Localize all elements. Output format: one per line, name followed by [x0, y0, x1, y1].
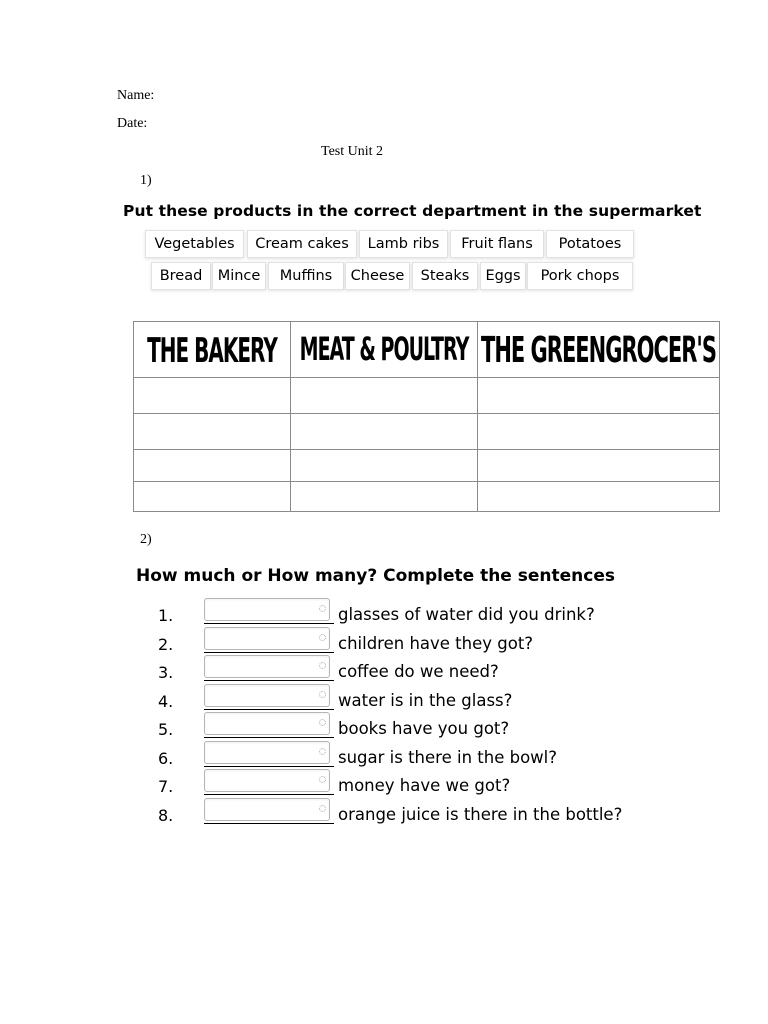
greengrocer-cell[interactable] — [478, 378, 720, 414]
question-number: 1. — [158, 606, 174, 625]
question-number: 5. — [158, 720, 174, 739]
exercise-2-instruction-text: How much or How many? Complete the sentences — [136, 566, 615, 586]
question-number: 2. — [158, 635, 174, 654]
meat-cell[interactable] — [291, 414, 478, 450]
word-card: Fruit flans — [450, 230, 544, 258]
input-handle-icon — [319, 748, 326, 755]
meat-cell[interactable] — [291, 378, 478, 414]
exercise-1-number: 1) — [140, 173, 152, 188]
greengrocer-cell[interactable] — [478, 450, 720, 482]
date-label: Date: — [117, 116, 148, 131]
question-number: 4. — [158, 692, 174, 711]
word-card: Lamb ribs — [359, 230, 448, 258]
word-card: Eggs — [480, 262, 526, 290]
word-card: Cream cakes — [247, 230, 357, 258]
input-handle-icon — [319, 605, 326, 612]
bakery-cell[interactable] — [134, 450, 291, 482]
answer-input[interactable] — [204, 684, 330, 707]
answer-line — [204, 737, 334, 738]
question-text: glasses of water did you drink? — [338, 605, 595, 624]
answer-input[interactable] — [204, 598, 330, 621]
answer-line — [204, 680, 334, 681]
meat-cell[interactable] — [291, 450, 478, 482]
exercise-2-number: 2) — [140, 532, 152, 547]
answer-line — [204, 652, 334, 653]
question-text: water is in the glass? — [338, 691, 513, 710]
question-text: coffee do we need? — [338, 662, 499, 681]
word-card: Cheese — [345, 262, 410, 290]
department-table — [133, 321, 720, 512]
answer-input[interactable] — [204, 741, 330, 764]
bakery-cell[interactable] — [134, 414, 291, 450]
input-handle-icon — [319, 719, 326, 726]
bakery-header-cell — [134, 322, 291, 378]
greengrocer-header-cell — [478, 322, 720, 378]
exercise-1-instruction: Put these products in the correct department in the supermarket — [123, 202, 702, 220]
answer-input[interactable] — [204, 769, 330, 792]
answer-input[interactable] — [204, 712, 330, 735]
bakery-cell[interactable] — [134, 378, 291, 414]
answer-input[interactable] — [204, 798, 330, 821]
input-handle-icon — [319, 776, 326, 783]
input-handle-icon — [319, 691, 326, 698]
answer-line — [204, 794, 334, 795]
greengrocer-cell[interactable] — [478, 482, 720, 512]
greengrocer-cell[interactable] — [478, 414, 720, 450]
meat-cell[interactable] — [291, 482, 478, 512]
input-handle-icon — [319, 662, 326, 669]
answer-line — [204, 623, 334, 624]
word-card: Bread — [151, 262, 211, 290]
question-text: children have they got? — [338, 634, 534, 653]
answer-line — [204, 766, 334, 767]
answer-input[interactable] — [204, 655, 330, 678]
question-text: sugar is there in the bowl? — [338, 748, 558, 767]
input-handle-icon — [319, 634, 326, 641]
question-number: 8. — [158, 806, 174, 825]
greengrocer-heading: THE GREENGROCER'S — [481, 329, 716, 370]
word-card: Mince — [212, 262, 266, 290]
question-text: orange juice is there in the bottle? — [338, 805, 623, 824]
word-card: Vegetables — [145, 230, 244, 258]
word-card: Pork chops — [527, 262, 633, 290]
bakery-cell[interactable] — [134, 482, 291, 512]
answer-line — [204, 709, 334, 710]
bakery-heading: THE BAKERY — [147, 329, 277, 370]
question-number: 3. — [158, 663, 174, 682]
name-label: Name: — [117, 88, 155, 103]
answer-line — [204, 823, 334, 824]
exercise-2-instruction — [136, 566, 615, 586]
question-text: books have you got? — [338, 719, 510, 738]
question-number: 7. — [158, 777, 174, 796]
word-card: Potatoes — [546, 230, 634, 258]
input-handle-icon — [319, 805, 326, 812]
test-title: Test Unit 2 — [321, 144, 384, 159]
meat-poultry-heading: MEAT & POULTRY — [299, 330, 469, 369]
answer-input[interactable] — [204, 627, 330, 650]
question-number: 6. — [158, 749, 174, 768]
word-card: Muffins — [268, 262, 344, 290]
word-card: Steaks — [412, 262, 478, 290]
question-text: money have we got? — [338, 776, 511, 795]
meat-header-cell — [291, 322, 478, 378]
